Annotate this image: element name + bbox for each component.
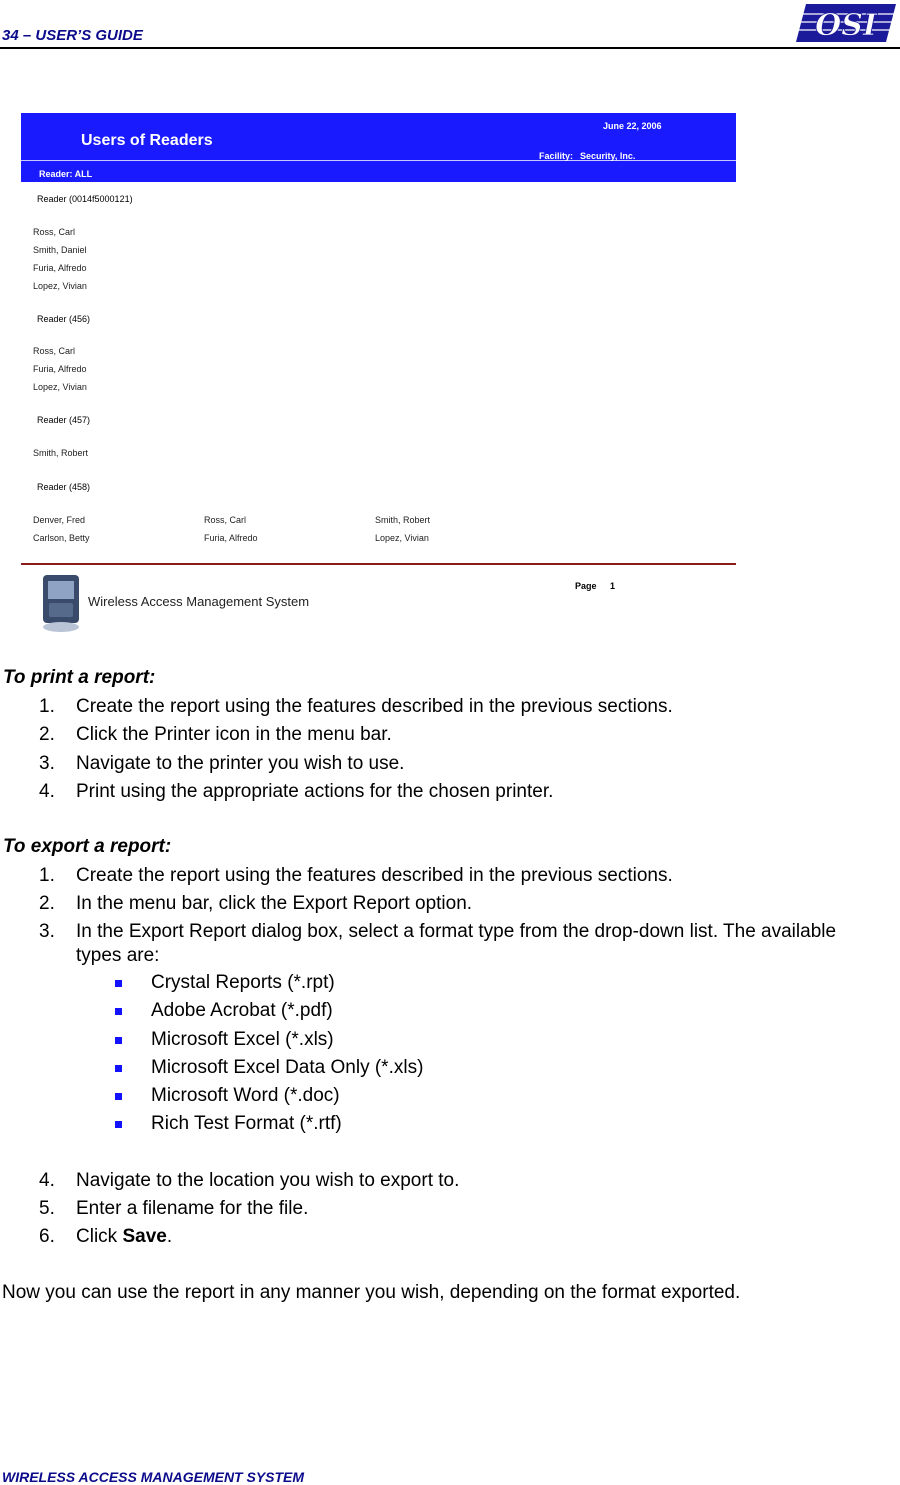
step-text <box>76 1225 846 1249</box>
osi-logo <box>796 2 896 44</box>
step-text: Click the Printer icon in the menu bar. <box>76 724 392 745</box>
print-section-heading: To print a report: <box>3 667 156 688</box>
step-number: 3. <box>39 921 55 942</box>
bullet-square-icon <box>115 980 122 987</box>
reader-user: Lopez, Vivian <box>33 382 87 392</box>
bullet-square-icon <box>115 1008 122 1015</box>
step-text: Navigate to the printer you wish to use. <box>76 753 405 774</box>
reader-user: Smith, Daniel <box>33 245 87 255</box>
bullet-square-icon <box>115 1093 122 1100</box>
reader-heading: Reader (456) <box>37 314 91 324</box>
report-facility-label: Facility: <box>539 151 574 161</box>
step-text-prefix: Click <box>76 1226 123 1247</box>
step-text: Create the report using the features described in the previous sections. <box>76 865 673 886</box>
step-number: 5. <box>39 1198 55 1219</box>
reader-user: Lopez, Vivian <box>33 281 87 291</box>
report-footer-rule <box>21 563 736 565</box>
format-name: Adobe Acrobat (*.pdf) <box>151 1000 333 1021</box>
report-reader-filter: Reader: ALL <box>39 169 93 179</box>
step-text: Print using the appropriate actions for the chosen printer. <box>76 781 554 802</box>
reader-user: Smith, Robert <box>33 448 89 458</box>
step-text: Enter a filename for the file. <box>76 1198 309 1219</box>
report-page-number: 1 <box>610 581 616 591</box>
reader-user: Ross, Carl <box>33 227 76 237</box>
handheld-device-icon <box>39 573 83 633</box>
reader-user: Furia, Alfredo <box>204 533 258 543</box>
export-section-heading: To export a report: <box>3 836 172 857</box>
format-name: Crystal Reports (*.rpt) <box>151 972 335 993</box>
format-name: Microsoft Word (*.doc) <box>151 1085 340 1106</box>
report-page-label: Page <box>575 581 597 591</box>
header-rule <box>0 47 900 49</box>
step-number: 4. <box>39 1170 55 1191</box>
save-keyword: Save <box>122 1226 167 1247</box>
step-text: Navigate to the location you wish to export to. <box>76 1170 460 1191</box>
report-preview <box>21 113 736 635</box>
step-number: 4. <box>39 781 55 802</box>
report-title: Users of Readers <box>81 132 213 149</box>
reader-user: Smith, Robert <box>375 515 431 525</box>
format-name: Microsoft Excel Data Only (*.xls) <box>151 1057 424 1078</box>
bullet-square-icon <box>115 1065 122 1072</box>
step-number: 2. <box>39 724 55 745</box>
page-header-title: 34 – USER’S GUIDE <box>2 27 143 44</box>
report-facility-value: Security, Inc. <box>580 151 636 161</box>
step-text: Create the report using the features described in the previous sections. <box>76 696 673 717</box>
reader-heading: Reader (458) <box>37 482 91 492</box>
reader-heading: Reader (457) <box>37 415 91 425</box>
step-text: In the Export Report dialog box, select a format type from the drop-down list. The available types are: <box>76 921 837 966</box>
page-footer-title: WIRELESS ACCESS MANAGEMENT SYSTEM <box>2 1469 305 1485</box>
step-number: 3. <box>39 753 55 774</box>
step-text-suffix: . <box>166 1226 173 1247</box>
step-number: 1. <box>39 865 55 886</box>
reader-heading: Reader (0014f5000121) <box>37 194 133 204</box>
reader-user: Lopez, Vivian <box>375 533 429 543</box>
format-name: Microsoft Excel (*.xls) <box>151 1029 334 1050</box>
reader-user: Denver, Fred <box>33 515 86 525</box>
reader-user: Furia, Alfredo <box>33 364 87 374</box>
report-system-name: Wireless Access Management System <box>88 594 310 609</box>
bullet-square-icon <box>115 1121 122 1128</box>
reader-user: Carlson, Betty <box>33 533 90 543</box>
step-number: 1. <box>39 696 55 717</box>
bullet-square-icon <box>115 1037 122 1044</box>
step-text: In the menu bar, click the Export Report option. <box>76 893 473 914</box>
osi-logo-text: OSI <box>815 8 877 43</box>
reader-user: Ross, Carl <box>204 515 247 525</box>
step-number: 2. <box>39 893 55 914</box>
reader-user: Furia, Alfredo <box>33 263 87 273</box>
report-date: June 22, 2006 <box>603 121 662 131</box>
reader-user: Ross, Carl <box>33 346 76 356</box>
format-name: Rich Test Format (*.rtf) <box>151 1113 342 1134</box>
closing-paragraph: Now you can use the report in any manner you wish, depending on the format exported. <box>2 1282 741 1303</box>
step-number: 6. <box>39 1226 55 1247</box>
